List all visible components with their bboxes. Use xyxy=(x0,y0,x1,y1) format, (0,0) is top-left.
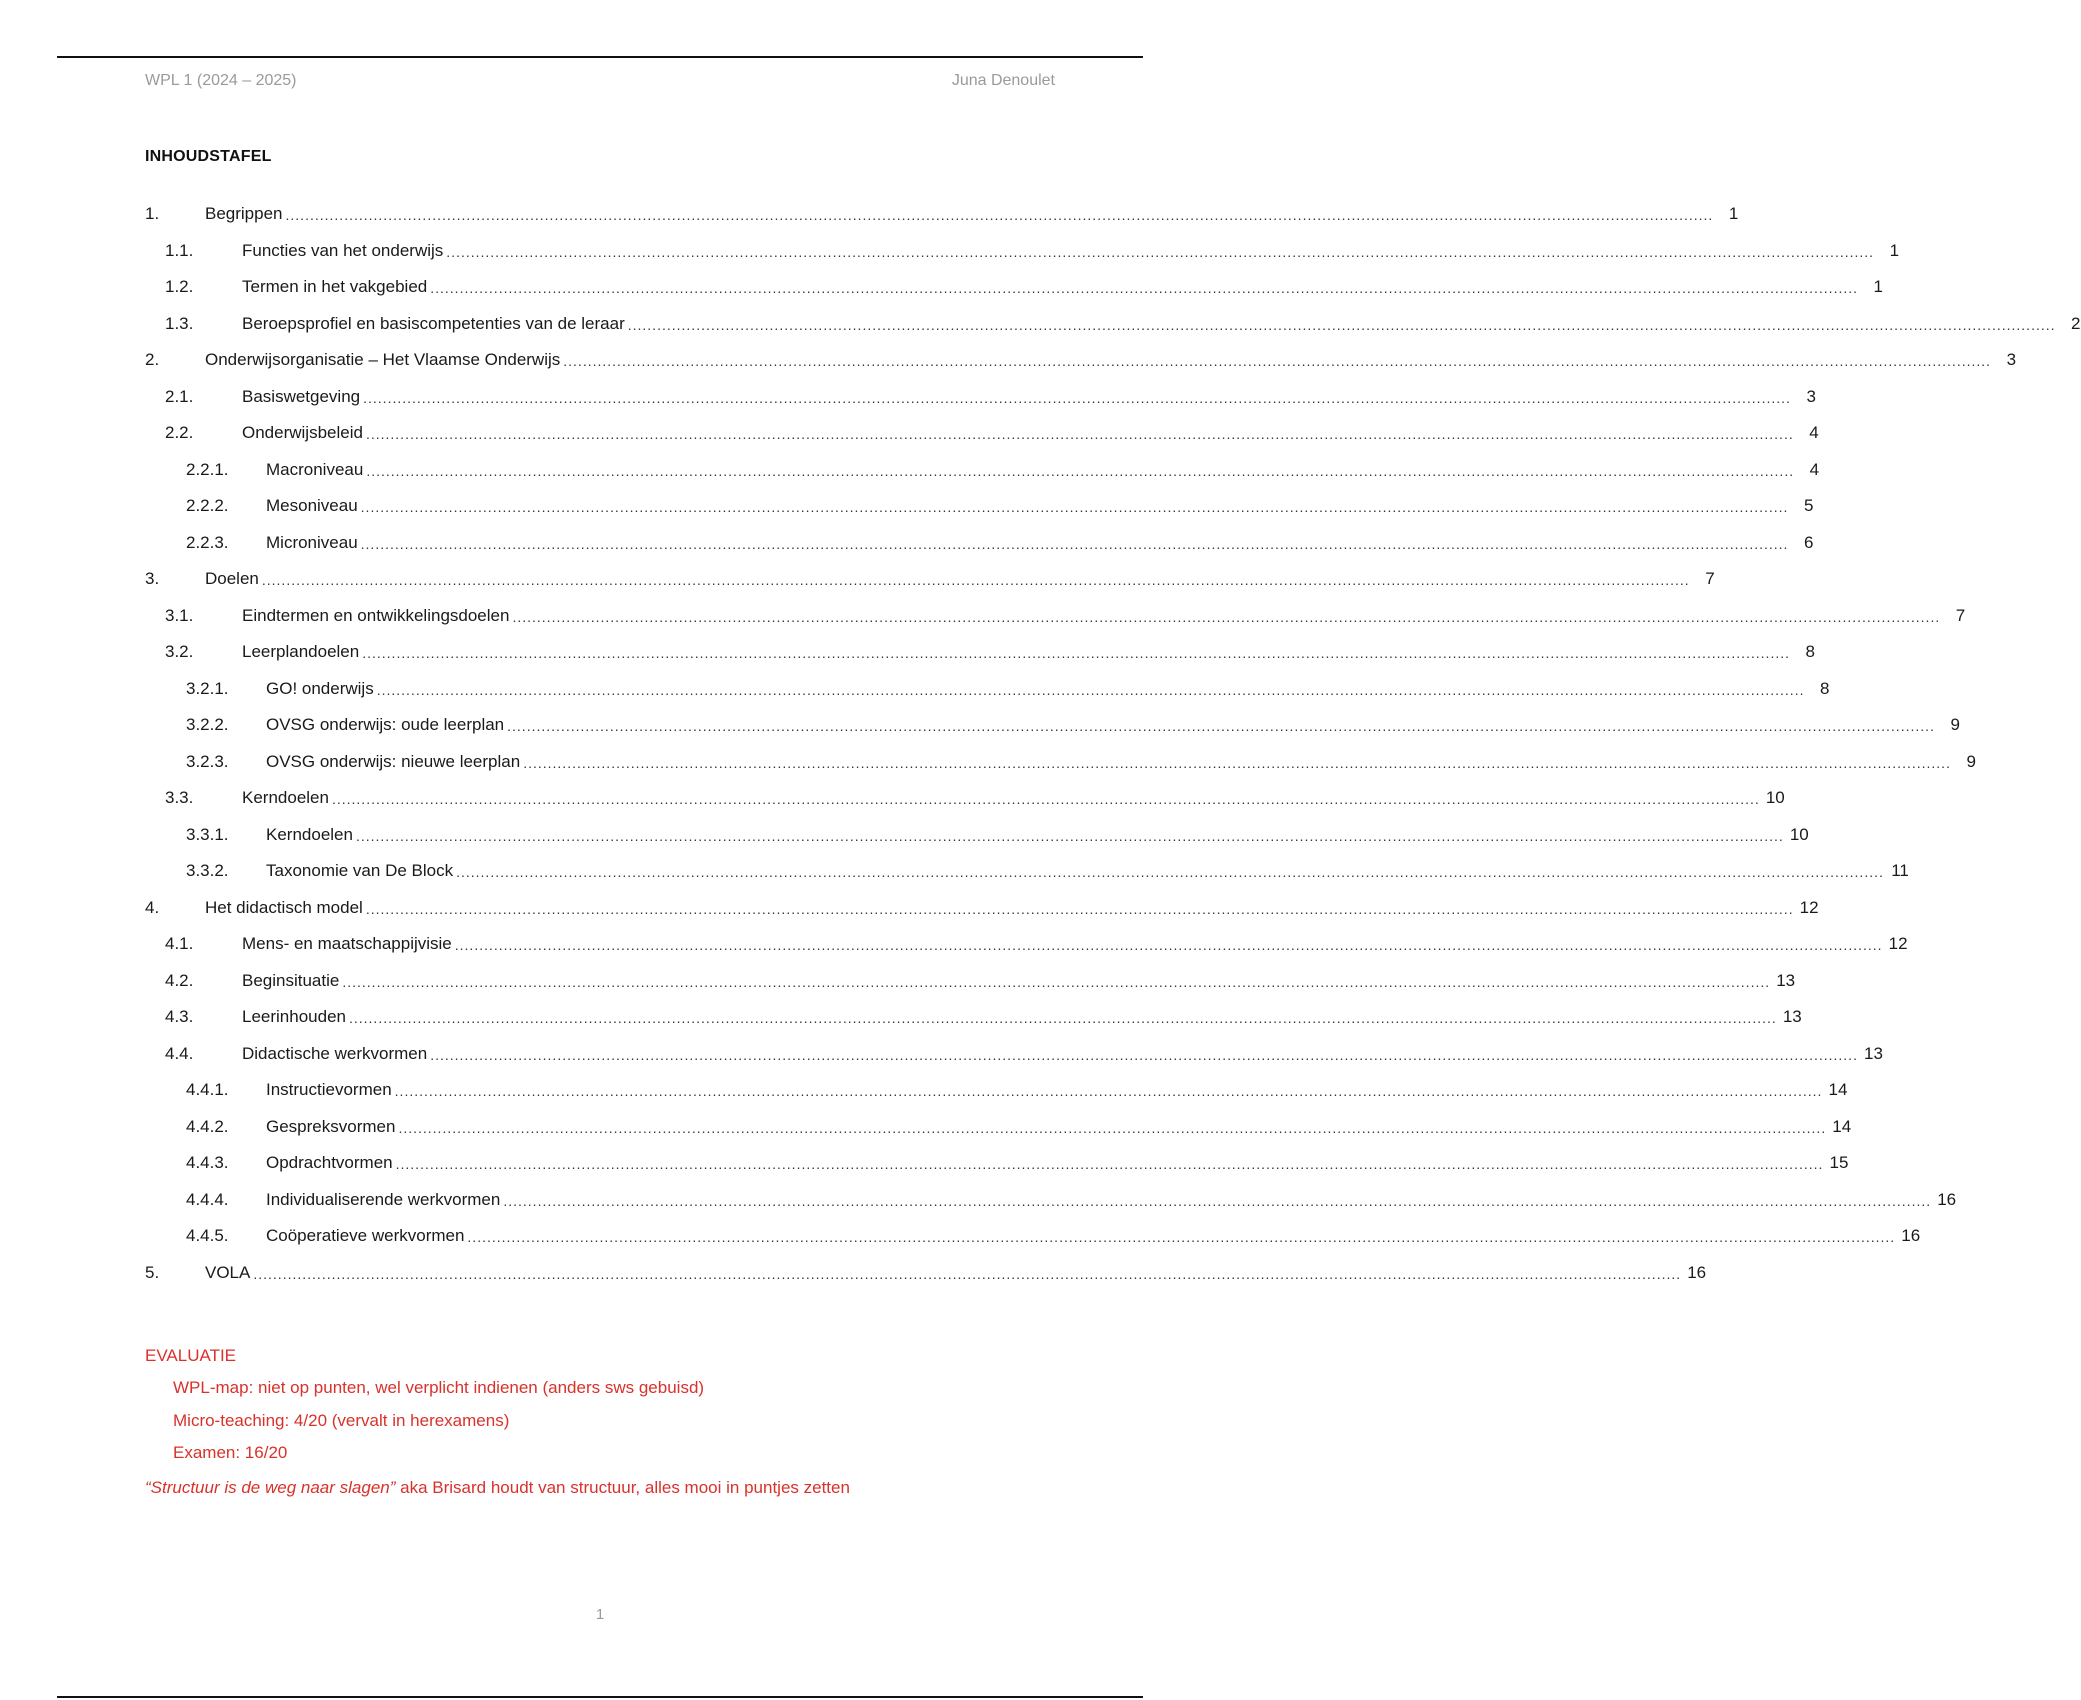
header-author: Juna Denoulet xyxy=(951,72,1055,89)
toc-dot-leader: .................................................................................................................................................................................................................................................................................................... xyxy=(446,243,1875,260)
toc-entry-number: 2.2.3. xyxy=(186,532,229,552)
toc-entry-line xyxy=(266,1153,1849,1175)
toc-entry-label: Eindtermen en ontwikkelingsdoelen xyxy=(242,606,512,626)
evaluation-heading: EVALUATIE xyxy=(145,1346,237,1365)
evaluation-list xyxy=(145,1378,1055,1476)
toc-entry-line xyxy=(205,569,1715,591)
toc-entry-number: 3.2.2. xyxy=(186,715,229,734)
toc-dot-leader: .................................................................................................................................................................................................................................................................................................... xyxy=(363,389,1791,406)
toc-entry-page: 12 xyxy=(1799,897,1819,917)
toc-entry-page: 7 xyxy=(1705,569,1715,588)
toc-entry-number: 4. xyxy=(145,897,160,917)
toc-entry-number: 4.4.3. xyxy=(186,1153,229,1172)
toc-dot-leader: .................................................................................................................................................................................................................................................................................................... xyxy=(507,718,1935,734)
toc-entry-label: Opdrachtvormen xyxy=(266,1153,396,1173)
header-course: WPL 1 (2024 – 2025) xyxy=(145,72,297,89)
quote-text: “Structuur is de weg naar slagen” xyxy=(145,1477,396,1497)
toc-entry-label: Coöperatieve werkvormen xyxy=(266,1226,467,1246)
toc-dot-leader: .................................................................................................................................................................................................................................................................................................... xyxy=(331,791,1760,807)
toc-entry-label: Leerinhouden xyxy=(242,1007,349,1027)
toc-entry-number: 3.3.1. xyxy=(186,824,229,844)
toc-entry[interactable] xyxy=(145,824,1809,862)
toc-entry-number: 3.2.3. xyxy=(186,751,229,771)
toc-entry-line xyxy=(242,1007,1802,1029)
toc-entry-label: Kerndoelen xyxy=(242,788,332,808)
toc-entry-line xyxy=(205,350,2017,372)
toc-entry-number: 1.1. xyxy=(165,240,194,260)
toc-entry-line xyxy=(205,897,1819,920)
toc-entry[interactable] xyxy=(145,1226,1921,1263)
toc-entry[interactable] xyxy=(145,350,2017,387)
toc-entry-line xyxy=(242,970,1796,993)
quote-line xyxy=(145,1478,1055,1498)
toc-dot-leader: .................................................................................................................................................................................................................................................................................................... xyxy=(253,1265,1682,1282)
toc-entry-label: Beroepsprofiel en basiscompetenties van de leraar xyxy=(242,314,628,334)
toc-entry-number: 3.3. xyxy=(165,788,194,807)
toc-entry-line xyxy=(205,1262,1707,1285)
toc-entry[interactable] xyxy=(145,1153,1849,1190)
toc-entry-label: Begrippen xyxy=(205,204,286,224)
toc-dot-leader: .................................................................................................................................................................................................................................................................................................... xyxy=(360,535,1789,552)
toc-entry[interactable] xyxy=(145,897,1819,935)
toc-entry-number: 1.3. xyxy=(165,313,194,333)
toc-entry-page: 1 xyxy=(1873,277,1884,296)
toc-entry-line xyxy=(266,496,1814,518)
toc-entry-label: Mesoniveau xyxy=(266,496,361,516)
toc-entry[interactable] xyxy=(145,1007,1802,1044)
toc-entry-line xyxy=(266,824,1809,847)
quote-remark: aka Brisard houdt van structuur, alles mooi in puntjes zetten xyxy=(395,1477,850,1497)
toc-entry-number: 2.2.1. xyxy=(186,459,229,479)
toc-entry-number: 3.2.1. xyxy=(186,678,229,698)
toc-entry-number: 4.2. xyxy=(165,970,194,990)
toc-entry-label: GO! onderwijs xyxy=(266,679,377,699)
toc-entry[interactable] xyxy=(145,678,1830,716)
toc-entry-line xyxy=(266,1189,1957,1212)
toc-entry-page: 16 xyxy=(1901,1226,1921,1245)
toc-entry[interactable] xyxy=(145,240,1900,278)
evaluation-item: Micro-teaching: 4/20 (vervalt in herexamens) xyxy=(173,1410,510,1430)
toc-dot-leader: .................................................................................................................................................................................................................................................................................................... xyxy=(285,207,1714,223)
toc-entry[interactable] xyxy=(145,605,1966,643)
toc-entry-page: 10 xyxy=(1765,788,1785,807)
toc-entry-number: 2.2. xyxy=(165,423,194,442)
toc-entry-label: Microniveau xyxy=(266,533,361,553)
toc-entry-number: 3.3.2. xyxy=(186,861,229,880)
toc-entry-number: 4.1. xyxy=(165,934,194,953)
toc-entry[interactable] xyxy=(145,313,2081,351)
toc-entry-label: Mens- en maatschappijvisie xyxy=(242,934,455,954)
toc-entry-label: Doelen xyxy=(205,569,262,589)
toc-entry-page: 1 xyxy=(1728,204,1739,223)
toc-dot-leader: .................................................................................................................................................................................................................................................................................................... xyxy=(376,681,1805,698)
toc-entry-label: Leerplandoelen xyxy=(242,642,362,662)
toc-dot-leader: .................................................................................................................................................................................................................................................................................................... xyxy=(563,353,1992,369)
toc-entry-page: 14 xyxy=(1828,1080,1848,1099)
toc-entry[interactable] xyxy=(145,715,1960,752)
toc-entry-page: 13 xyxy=(1782,1007,1802,1026)
toc-entry[interactable] xyxy=(145,1080,1848,1117)
toc-entry-label: Onderwijsorganisatie – Het Vlaamse Onderwijs xyxy=(205,350,563,370)
top-rule xyxy=(57,56,1143,58)
toc-entry-line xyxy=(242,605,1966,628)
toc-dot-leader: .................................................................................................................................................................................................................................................................................................... xyxy=(362,645,1790,661)
toc-entry-line xyxy=(266,1116,1852,1139)
evaluation-item: Examen: 16/20 xyxy=(173,1443,288,1462)
toc-entry-number: 3.2. xyxy=(165,642,194,661)
toc-entry-number: 4.4. xyxy=(165,1043,194,1063)
toc-entry-number: 2. xyxy=(145,350,160,369)
toc-dot-leader: .................................................................................................................................................................................................................................................................................................... xyxy=(467,1229,1896,1245)
toc-dot-leader: .................................................................................................................................................................................................................................................................................................... xyxy=(503,1192,1932,1209)
toc-dot-leader: .................................................................................................................................................................................................................................................................................................... xyxy=(394,1083,1823,1099)
toc-title: INHOUDSTAFEL xyxy=(145,148,272,165)
toc-entry-number: 2.2.2. xyxy=(186,496,229,515)
toc-entry[interactable] xyxy=(145,569,1715,606)
toc-entry[interactable] xyxy=(145,532,1814,570)
toc-dot-leader: .................................................................................................................................................................................................................................................................................................... xyxy=(355,827,1784,844)
toc-entry[interactable] xyxy=(145,1043,1883,1081)
toc-entry-line xyxy=(242,423,1819,445)
toc-dot-leader: .................................................................................................................................................................................................................................................................................................... xyxy=(261,572,1690,588)
toc-entry-page: 8 xyxy=(1820,678,1830,698)
toc-entry-label: Instructievormen xyxy=(266,1080,395,1100)
toc-dot-leader: .................................................................................................................................................................................................................................................................................................... xyxy=(395,1156,1824,1172)
toc-entry[interactable] xyxy=(145,204,1739,241)
toc-entry-label: Beginsituatie xyxy=(242,971,342,991)
toc-entry[interactable] xyxy=(145,1189,1957,1227)
toc-entry-page: 1 xyxy=(1889,240,1900,260)
toc-dot-leader: .................................................................................................................................................................................................................................................................................................... xyxy=(360,499,1789,515)
toc-entry-page: 11 xyxy=(1891,861,1909,880)
toc-entry[interactable] xyxy=(145,751,1976,789)
toc-entry-label: Basiswetgeving xyxy=(242,387,363,407)
toc-entry-number: 4.4.5. xyxy=(186,1226,229,1245)
toc-dot-leader: .................................................................................................................................................................................................................................................................................................... xyxy=(523,754,1951,771)
toc-entry-page: 10 xyxy=(1789,824,1809,844)
toc-entry-number: 3. xyxy=(145,569,160,588)
toc-entry-label: Macroniveau xyxy=(266,460,366,480)
toc-entry[interactable] xyxy=(145,459,1820,497)
toc-entry-page: 3 xyxy=(1806,386,1816,406)
toc-entry[interactable] xyxy=(145,423,1819,460)
page-number: 1 xyxy=(595,1606,605,1623)
toc-entry-line xyxy=(266,1226,1921,1248)
toc-entry-number: 5. xyxy=(145,1262,160,1282)
toc-entry[interactable] xyxy=(145,642,1815,679)
toc-entry-page: 12 xyxy=(1888,934,1908,953)
toc-entry-line xyxy=(205,204,1739,226)
toc-entry-page: 9 xyxy=(1966,751,1976,771)
toc-dot-leader: .................................................................................................................................................................................................................................................................................................... xyxy=(366,462,1795,479)
toc-entry-page: 13 xyxy=(1864,1043,1883,1063)
toc-entry-label: Didactische werkvormen xyxy=(242,1044,430,1064)
toc-entry[interactable] xyxy=(145,277,1884,314)
toc-entry[interactable] xyxy=(145,970,1796,1008)
toc-entry-number: 1. xyxy=(145,204,160,223)
toc-entry-number: 3.1. xyxy=(165,605,194,625)
toc-entry-line xyxy=(242,313,2081,336)
toc-entry-line xyxy=(266,678,1830,701)
toc-entry-page: 15 xyxy=(1829,1153,1849,1172)
toc-entry-page: 4 xyxy=(1809,423,1819,442)
toc-dot-leader: .................................................................................................................................................................................................................................................................................................... xyxy=(365,426,1794,442)
toc-entry-number: 4.4.1. xyxy=(186,1080,229,1099)
toc-entry-line xyxy=(242,642,1815,664)
toc-entry-line xyxy=(266,751,1976,774)
page-header xyxy=(145,72,1055,90)
toc-entry-line xyxy=(242,934,1908,956)
toc-dot-leader: .................................................................................................................................................................................................................................................................................................... xyxy=(348,1010,1777,1026)
toc-entry-number: 2.1. xyxy=(165,386,194,406)
toc-entry-page: 6 xyxy=(1803,532,1814,552)
toc-entry-page: 16 xyxy=(1687,1262,1707,1282)
toc-entry[interactable] xyxy=(145,1116,1852,1154)
toc-entry-label: Het didactisch model xyxy=(205,898,366,918)
toc-dot-leader: .................................................................................................................................................................................................................................................................................................... xyxy=(512,608,1941,625)
toc-entry[interactable] xyxy=(145,386,1816,424)
toc-entry-page: 13 xyxy=(1776,970,1796,990)
toc-entry-number: 1.2. xyxy=(165,277,194,296)
toc-entry-line xyxy=(242,788,1785,810)
evaluation-section xyxy=(145,1346,1055,1498)
toc-entry-line xyxy=(266,532,1814,555)
toc-entry-label: Individualiserende werkvormen xyxy=(266,1190,503,1210)
toc-entry-page: 16 xyxy=(1937,1189,1957,1209)
toc-entry-line xyxy=(266,715,1960,737)
toc-entry-line xyxy=(242,386,1816,409)
toc-entry-label: OVSG onderwijs: nieuwe leerplan xyxy=(266,752,523,772)
toc-entry-line xyxy=(242,240,1900,263)
toc-entry-number: 4.4.4. xyxy=(186,1189,229,1209)
toc-entry[interactable] xyxy=(145,1262,1707,1300)
toc-dot-leader: .................................................................................................................................................................................................................................................................................................... xyxy=(430,1046,1858,1063)
toc-entry-label: Functies van het onderwijs xyxy=(242,241,446,261)
toc-entry-label: VOLA xyxy=(205,1263,253,1283)
toc-entry-label: Taxonomie van De Block xyxy=(266,861,456,881)
toc-entry-label: Kerndoelen xyxy=(266,825,356,845)
toc-dot-leader: .................................................................................................................................................................................................................................................................................................... xyxy=(398,1119,1827,1136)
toc-entry-page: 8 xyxy=(1805,642,1815,661)
toc-dot-leader: .................................................................................................................................................................................................................................................................................................... xyxy=(342,973,1771,990)
toc-dot-leader: .................................................................................................................................................................................................................................................................................................... xyxy=(456,864,1884,880)
bottom-rule xyxy=(57,1696,1143,1698)
toc-entry-number: 4.4.2. xyxy=(186,1116,229,1136)
toc-dot-leader: .................................................................................................................................................................................................................................................................................................... xyxy=(627,316,2056,333)
toc-entry[interactable] xyxy=(145,788,1785,825)
toc-entry-line xyxy=(242,277,1884,299)
toc-entry-label: Gespreksvormen xyxy=(266,1117,398,1137)
toc-entry[interactable] xyxy=(145,934,1908,971)
toc-entry-page: 14 xyxy=(1832,1116,1852,1136)
toc-entry-line xyxy=(266,861,1909,883)
toc-entry-number: 4.3. xyxy=(165,1007,194,1026)
evaluation-item: WPL-map: niet op punten, wel verplicht indienen (anders sws gebuisd) xyxy=(173,1378,705,1397)
toc-entry-page: 3 xyxy=(2006,350,2017,369)
toc-entry[interactable] xyxy=(145,496,1814,533)
toc-entry-page: 4 xyxy=(1809,459,1820,479)
toc-dot-leader: .................................................................................................................................................................................................................................................................................................... xyxy=(454,937,1883,953)
toc-entry-page: 9 xyxy=(1950,715,1960,734)
toc-entry-page: 2 xyxy=(2071,313,2081,333)
toc-entry-page: 7 xyxy=(1955,605,1966,625)
table-of-contents xyxy=(145,204,2081,1299)
toc-entry-line xyxy=(266,1080,1848,1102)
toc-entry-line xyxy=(266,459,1820,482)
toc-dot-leader: .................................................................................................................................................................................................................................................................................................... xyxy=(430,280,1859,296)
toc-entry-page: 5 xyxy=(1803,496,1814,515)
toc-entry-label: OVSG onderwijs: oude leerplan xyxy=(266,715,507,735)
toc-dot-leader: .................................................................................................................................................................................................................................................................................................... xyxy=(365,900,1794,917)
toc-entry-label: Onderwijsbeleid xyxy=(242,423,366,443)
toc-entry-label: Termen in het vakgebied xyxy=(242,277,430,297)
toc-entry[interactable] xyxy=(145,861,1909,898)
toc-entry-line xyxy=(242,1043,1883,1066)
